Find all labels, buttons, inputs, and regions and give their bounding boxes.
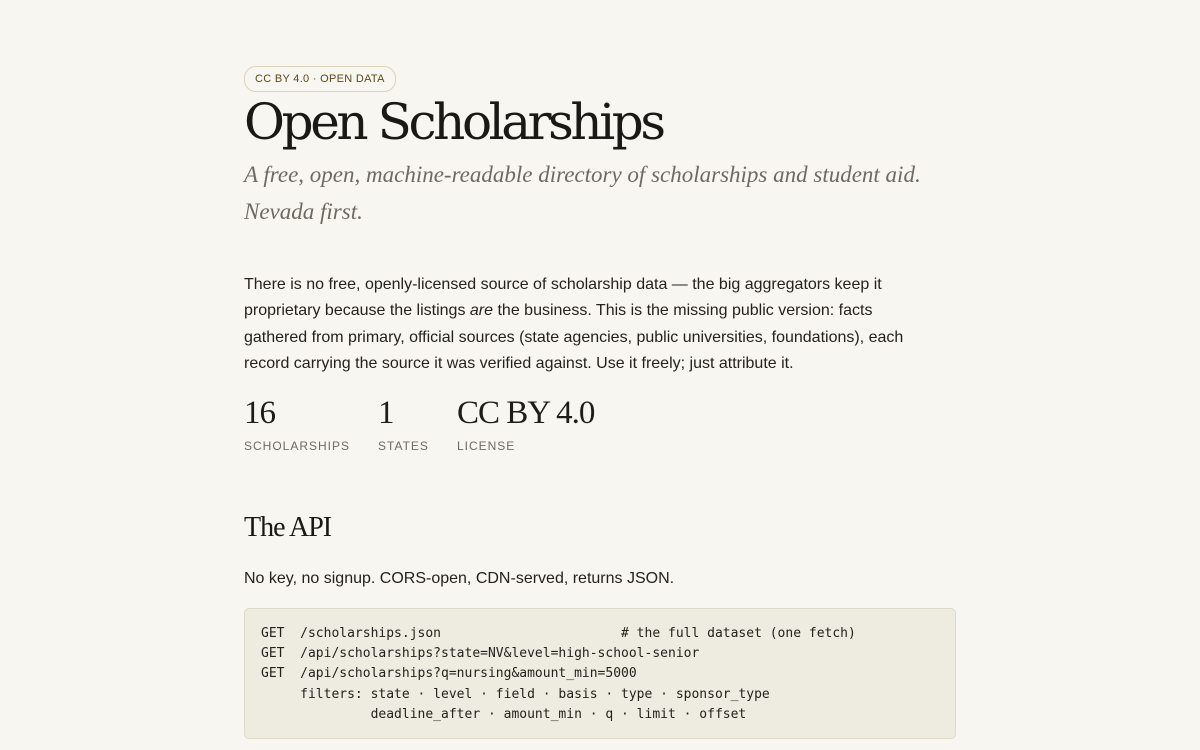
stat-label: SCHOLARSHIPS: [244, 438, 351, 453]
stat-value: 1: [378, 394, 394, 431]
page-content: [244, 66, 956, 739]
intro-text-part2: the business. This is the missing public version: facts gathered from primary, official sources (state agencies, public universities, foundations), each record carrying the source it was verified against. Use it freely; just attribute it.: [244, 302, 904, 373]
code-line: GET /api/scholarships?q=nursing&amount_min=5000: [261, 666, 637, 682]
intro-emphasis: are: [469, 302, 494, 320]
api-code-block[interactable]: [244, 608, 956, 739]
code-line: GET /scholarships.json # the full dataset (one fetch): [261, 625, 856, 641]
stat-value: CC BY 4.0: [456, 394, 595, 431]
tagline: A free, open, machine-readable directory of scholarships and student aid. Nevada first.: [244, 162, 921, 224]
code-line: deadline_after · amount_min · q · limit · offset: [261, 706, 747, 722]
api-description: No key, no signup. CORS-open, CDN-served, returns JSON.: [244, 569, 675, 587]
code-line: GET /api/scholarships?state=NV&level=high-school-senior: [261, 645, 700, 661]
stats-row: [244, 395, 956, 453]
stat-scholarships: [244, 395, 350, 453]
stat-states: [378, 395, 429, 453]
code-line: filters: state · level · field · basis · type · sponsor_type: [261, 686, 770, 702]
intro-paragraph: [244, 272, 934, 378]
stat-value: 16: [244, 394, 275, 431]
stat-label: STATES: [378, 438, 429, 453]
page-title: Open Scholarships: [244, 93, 663, 151]
intro-text-part1: There is no free, openly-licensed source of scholarship data — the big aggregators keep it proprietary because the listings: [244, 276, 882, 320]
license-badge: CC BY 4.0 · OPEN DATA: [244, 66, 396, 92]
stat-label: LICENSE: [456, 438, 516, 453]
api-section-title: The API: [244, 511, 332, 543]
stat-license: [457, 395, 594, 453]
